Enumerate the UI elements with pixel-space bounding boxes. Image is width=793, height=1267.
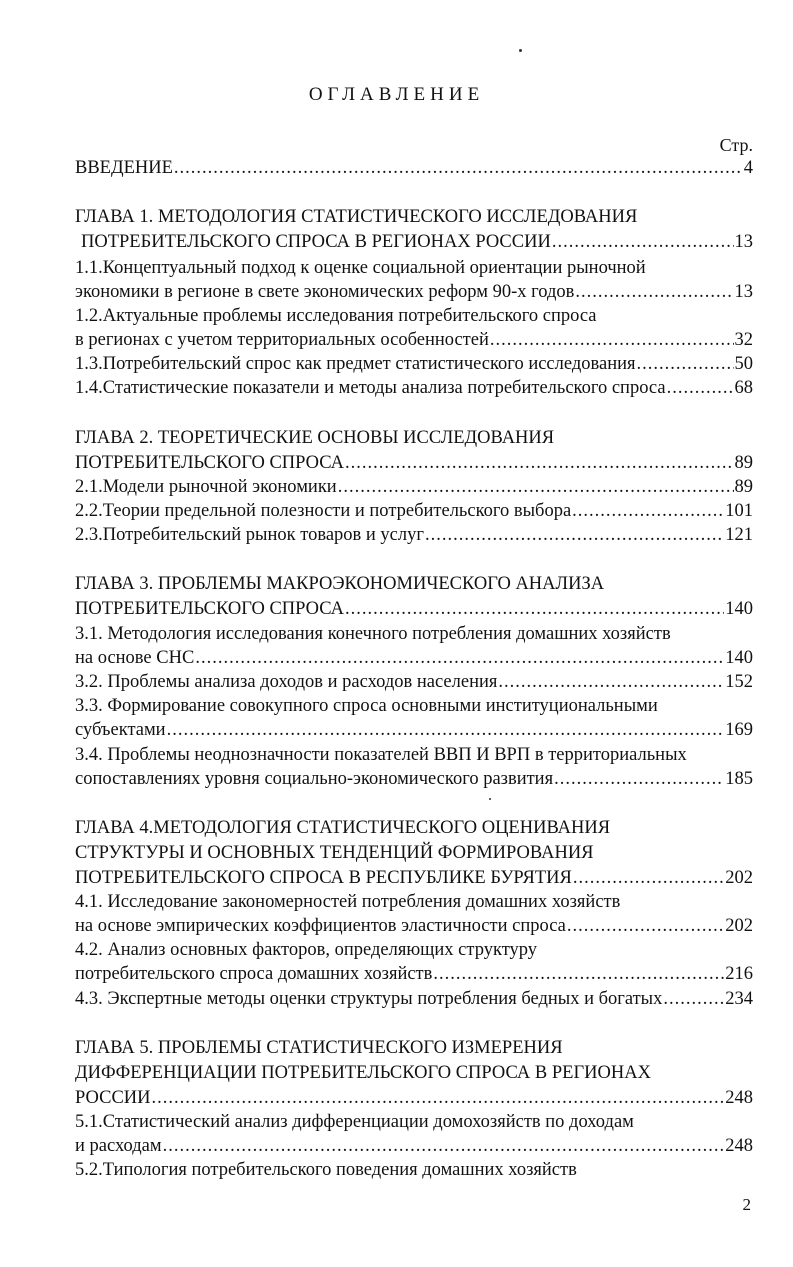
toc-entry-text: на основе эмпирических коэффициентов эластичности спроса (75, 916, 566, 936)
toc-entry-section-2-1[interactable] (75, 475, 753, 499)
leader-dots (152, 1086, 725, 1110)
toc-entry-section-1-1[interactable] (75, 280, 753, 304)
toc-entry-chapter-5[interactable] (75, 1086, 753, 1110)
toc-entry-text: ПОТРЕБИТЕЛЬСКОГО СПРОСА В РЕСПУБЛИКЕ БУРЯТИЯ (75, 868, 572, 888)
toc-page-number: 248 (725, 1136, 753, 1156)
chapter-5-heading-line1: ГЛАВА 5. ПРОБЛЕМЫ СТАТИСТИЧЕСКОГО ИЗМЕРЕНИЯ (75, 1038, 563, 1058)
toc-entry-text: РОССИИ (75, 1088, 151, 1108)
toc-entry-chapter-3[interactable] (75, 597, 753, 621)
toc-entry-text: 4.3. Экспертные методы оценки структуры потребления бедных и богатых (75, 989, 663, 1009)
toc-entry-text: 3.2. Проблемы анализа доходов и расходов населения (75, 672, 498, 692)
toc-page-number: 89 (734, 453, 753, 473)
toc-page-number: 32 (734, 330, 753, 350)
toc-page-number: 121 (725, 525, 753, 545)
toc-section-1-1-line1: 1.1.Концептуальный подход к оценке социальной ориентации рыночной (75, 258, 646, 278)
toc-page-number: 50 (734, 354, 753, 374)
toc-entry-section-2-2[interactable] (75, 499, 753, 523)
toc-page-number: 169 (725, 720, 753, 740)
toc-entry-text: субъектами (75, 720, 166, 740)
leader-dots (637, 352, 734, 376)
toc-page-number: 13 (734, 232, 753, 252)
toc-entry-text: в регионах с учетом территориальных особенностей (75, 330, 489, 350)
leader-dots (345, 451, 733, 475)
toc-entry-text: на основе СНС (75, 648, 195, 668)
toc-section-4-1-line1: 4.1. Исследование закономерностей потребления домашних хозяйств (75, 892, 621, 912)
leader-dots (433, 962, 724, 986)
toc-entry-chapter-1[interactable] (81, 230, 753, 254)
toc-page-number: 152 (725, 672, 753, 692)
toc-entry-chapter-4[interactable] (75, 866, 753, 890)
toc-page-number: 68 (734, 378, 753, 398)
toc-page-number: 140 (725, 648, 753, 668)
toc-page-number: 89 (734, 477, 753, 497)
toc-entry-text: 2.3.Потребительский рынок товаров и услуг (75, 525, 424, 545)
toc-page-number: 248 (725, 1088, 753, 1108)
leader-dots (174, 156, 743, 180)
page-number: 2 (742, 1195, 751, 1214)
toc-entry-section-3-1[interactable] (75, 646, 753, 670)
toc-entry-section-2-3[interactable] (75, 523, 753, 547)
toc-section-3-3-line1: 3.3. Формирование совокупного спроса основными институциональными (75, 696, 658, 716)
toc-section-5-2-line1: 5.2.Типология потребительского поведения домашних хозяйств (75, 1160, 577, 1180)
leader-dots (552, 230, 734, 254)
toc-section-1-2-line1: 1.2.Актуальные проблемы исследования потребительского спроса (75, 306, 597, 326)
toc-section-5-1-line1: 5.1.Статистический анализ дифференциации домохозяйств по доходам (75, 1112, 634, 1132)
toc-page-number: 101 (725, 501, 753, 521)
chapter-1-heading: ГЛАВА 1. МЕТОДОЛОГИЯ СТАТИСТИЧЕСКОГО ИССЛЕДОВАНИЯ (75, 207, 638, 227)
leader-dots (573, 866, 724, 890)
scan-speck (489, 798, 491, 800)
leader-dots (490, 328, 734, 352)
chapter-3-heading: ГЛАВА 3. ПРОБЛЕМЫ МАКРОЭКОНОМИЧЕСКОГО АНАЛИЗА (75, 574, 605, 594)
toc-entry-text: сопоставлениях уровня социально-экономического развития (75, 769, 554, 789)
toc-entry-text: ПОТРЕБИТЕЛЬСКОГО СПРОСА (75, 453, 345, 473)
toc-entry-section-3-4[interactable] (75, 767, 753, 791)
toc-entry-text: ПОТРЕБИТЕЛЬСКОГО СПРОСА (75, 599, 345, 619)
leader-dots (167, 718, 725, 742)
toc-entry-text: экономики в регионе в свете экономических реформ 90-х годов (75, 282, 575, 302)
leader-dots (667, 376, 734, 400)
leader-dots (338, 475, 734, 499)
toc-entry-section-5-1[interactable] (75, 1134, 753, 1158)
toc-page-number: 202 (725, 868, 753, 888)
scan-speck (519, 49, 522, 52)
chapter-2-heading: ГЛАВА 2. ТЕОРЕТИЧЕСКИЕ ОСНОВЫ ИССЛЕДОВАНИЯ (75, 428, 555, 448)
toc-section-3-1-line1: 3.1. Методология исследования конечного потребления домашних хозяйств (75, 624, 671, 644)
leader-dots (554, 767, 724, 791)
toc-entry-text: 1.4.Статистические показатели и методы анализа потребительского спроса (75, 378, 666, 398)
toc-entry-intro[interactable] (75, 156, 753, 180)
toc-entry-text: ВВЕДЕНИЕ (75, 158, 173, 178)
toc-page-number: 4 (743, 158, 753, 178)
toc-entry-text: 2.1.Модели рыночной экономики (75, 477, 337, 497)
leader-dots (425, 523, 724, 547)
leader-dots (575, 280, 733, 304)
toc-entry-section-3-3[interactable] (75, 718, 753, 742)
toc-page-number: 13 (734, 282, 753, 302)
toc-entry-section-1-4[interactable] (75, 376, 753, 400)
leader-dots (567, 914, 724, 938)
toc-entry-section-4-3[interactable] (75, 987, 753, 1011)
chapter-5-heading-line2: ДИФФЕРЕНЦИАЦИИ ПОТРЕБИТЕЛЬСКОГО СПРОСА В РЕГИОНАХ (75, 1063, 651, 1083)
toc-entry-text: 2.2.Теории предельной полезности и потребительского выбора (75, 501, 572, 521)
chapter-4-heading-line1: ГЛАВА 4.МЕТОДОЛОГИЯ СТАТИСТИЧЕСКОГО ОЦЕНИВАНИЯ (75, 818, 611, 838)
toc-section-3-4-line1: 3.4. Проблемы неоднозначности показателей ВВП И ВРП в территориальных (75, 745, 687, 765)
toc-entry-text: потребительского спроса домашних хозяйств (75, 964, 433, 984)
toc-entry-chapter-2[interactable] (75, 451, 753, 475)
toc-entry-section-3-2[interactable] (75, 670, 753, 694)
toc-entry-section-4-1[interactable] (75, 914, 753, 938)
toc-page-number: 140 (725, 599, 753, 619)
toc-entry-section-4-2[interactable] (75, 962, 753, 986)
leader-dots (163, 1134, 725, 1158)
toc-entry-text: 1.3.Потребительский спрос как предмет статистического исследования (75, 354, 636, 374)
toc-page-number: 185 (725, 769, 753, 789)
toc-section-4-2-line1: 4.2. Анализ основных факторов, определяющих структуру (75, 940, 538, 960)
toc-page-number: 216 (725, 964, 753, 984)
leader-dots (195, 646, 724, 670)
leader-dots (498, 670, 724, 694)
page-title: ОГЛАВЛЕНИЕ (308, 84, 485, 105)
leader-dots (345, 597, 724, 621)
toc-page-number: 202 (725, 916, 753, 936)
toc-entry-text: и расходам (75, 1136, 162, 1156)
page-column-label: Стр. (719, 135, 753, 155)
chapter-4-heading-line2: СТРУКТУРЫ И ОСНОВНЫХ ТЕНДЕНЦИЙ ФОРМИРОВАНИЯ (75, 843, 594, 863)
leader-dots (572, 499, 724, 523)
toc-entry-section-1-3[interactable] (75, 352, 753, 376)
toc-entry-text: ПОТРЕБИТЕЛЬСКОГО СПРОСА В РЕГИОНАХ РОССИИ (81, 232, 551, 252)
toc-page-number: 234 (725, 989, 753, 1009)
leader-dots (663, 987, 724, 1011)
toc-entry-section-1-2[interactable] (75, 328, 753, 352)
